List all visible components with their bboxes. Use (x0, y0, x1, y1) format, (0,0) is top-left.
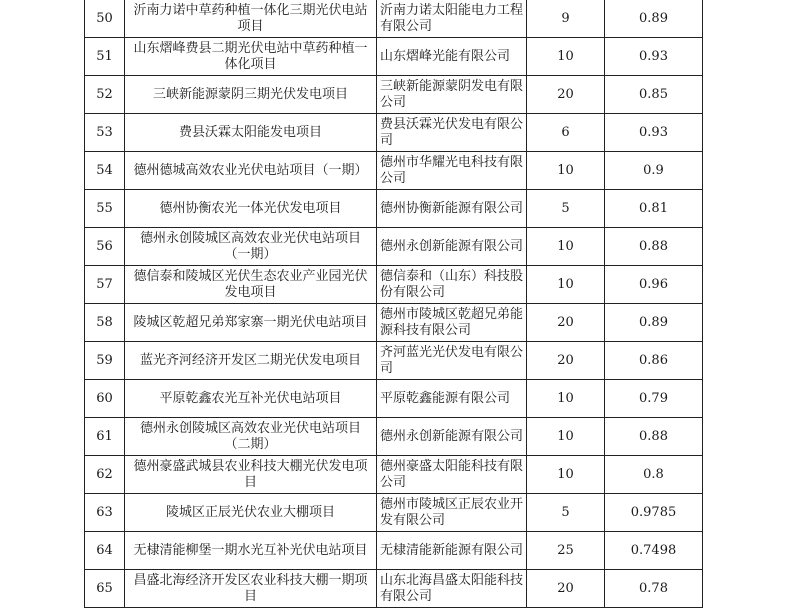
ratio-cell: 0.88 (605, 228, 703, 266)
project-name-cell: 德信泰和陵城区光伏生态农业产业园光伏发电项目 (125, 266, 377, 304)
table-row (85, 76, 703, 114)
row-number-cell: 62 (85, 456, 125, 494)
row-number-cell: 56 (85, 228, 125, 266)
ratio-cell: 0.9785 (605, 494, 703, 532)
project-name-cell: 沂南力诺中草药种植一体化三期光伏电站项目 (125, 0, 377, 38)
capacity-cell: 9 (527, 0, 605, 38)
row-number-cell: 50 (85, 0, 125, 38)
project-name-cell: 德州协衡农光一体光伏发电项目 (125, 190, 377, 228)
ratio-cell: 0.93 (605, 38, 703, 76)
row-number-cell: 51 (85, 38, 125, 76)
capacity-cell: 10 (527, 38, 605, 76)
company-name-cell: 三峡新能源蒙阴发电有限公司 (377, 76, 527, 114)
capacity-cell: 20 (527, 304, 605, 342)
capacity-cell: 10 (527, 456, 605, 494)
ratio-cell: 0.7498 (605, 532, 703, 570)
ratio-cell: 0.85 (605, 76, 703, 114)
ratio-cell: 0.81 (605, 190, 703, 228)
table-row (85, 342, 703, 380)
table-row (85, 494, 703, 532)
row-number-cell: 52 (85, 76, 125, 114)
ratio-cell: 0.78 (605, 570, 703, 608)
project-name-cell: 陵城区乾超兄弟郑家寨一期光伏电站项目 (125, 304, 377, 342)
table-row (85, 228, 703, 266)
company-name-cell: 德州市陵城区正辰农业开发有限公司 (377, 494, 527, 532)
table-row (85, 570, 703, 608)
row-number-cell: 60 (85, 380, 125, 418)
company-name-cell: 无棣清能新能源有限公司 (377, 532, 527, 570)
table-row (85, 456, 703, 494)
company-name-cell: 齐河蓝光光伏发电有限公司 (377, 342, 527, 380)
ratio-cell: 0.88 (605, 418, 703, 456)
project-name-cell: 德州永创陵城区高效农业光伏电站项目（二期） (125, 418, 377, 456)
company-name-cell: 德州协衡新能源有限公司 (377, 190, 527, 228)
capacity-cell: 5 (527, 190, 605, 228)
company-name-cell: 平原乾鑫能源有限公司 (377, 380, 527, 418)
table-row (85, 190, 703, 228)
row-number-cell: 53 (85, 114, 125, 152)
ratio-cell: 0.86 (605, 342, 703, 380)
company-name-cell: 德信泰和（山东）科技股份有限公司 (377, 266, 527, 304)
project-name-cell: 三峡新能源蒙阴三期光伏发电项目 (125, 76, 377, 114)
project-table (84, 0, 703, 608)
project-name-cell: 德州豪盛武城县农业科技大棚光伏发电项目 (125, 456, 377, 494)
table-row (85, 0, 703, 38)
project-name-cell: 平原乾鑫农光互补光伏电站项目 (125, 380, 377, 418)
capacity-cell: 10 (527, 380, 605, 418)
project-name-cell: 德州永创陵城区高效农业光伏电站项目（一期） (125, 228, 377, 266)
capacity-cell: 10 (527, 152, 605, 190)
table-row (85, 380, 703, 418)
capacity-cell: 25 (527, 532, 605, 570)
company-name-cell: 费县沃霖光伏发电有限公司 (377, 114, 527, 152)
table-row (85, 38, 703, 76)
ratio-cell: 0.8 (605, 456, 703, 494)
project-name-cell: 山东熠峰费县二期光伏电站中草药种植一体化项目 (125, 38, 377, 76)
project-name-cell: 无棣清能柳堡一期水光互补光伏电站项目 (125, 532, 377, 570)
company-name-cell: 沂南力诺太阳能电力工程有限公司 (377, 0, 527, 38)
row-number-cell: 59 (85, 342, 125, 380)
company-name-cell: 山东熠峰光能有限公司 (377, 38, 527, 76)
company-name-cell: 德州永创新能源有限公司 (377, 228, 527, 266)
company-name-cell: 德州市陵城区乾超兄弟能源科技有限公司 (377, 304, 527, 342)
ratio-cell: 0.93 (605, 114, 703, 152)
ratio-cell: 0.79 (605, 380, 703, 418)
table-row (85, 266, 703, 304)
capacity-cell: 10 (527, 228, 605, 266)
capacity-cell: 20 (527, 342, 605, 380)
table-row (85, 532, 703, 570)
ratio-cell: 0.89 (605, 0, 703, 38)
table-row (85, 152, 703, 190)
capacity-cell: 5 (527, 494, 605, 532)
capacity-cell: 6 (527, 114, 605, 152)
ratio-cell: 0.89 (605, 304, 703, 342)
table-row (85, 304, 703, 342)
table-row (85, 114, 703, 152)
ratio-cell: 0.96 (605, 266, 703, 304)
row-number-cell: 55 (85, 190, 125, 228)
table-row (85, 418, 703, 456)
company-name-cell: 德州豪盛太阳能科技有限公司 (377, 456, 527, 494)
project-name-cell: 蓝光齐河经济开发区二期光伏发电项目 (125, 342, 377, 380)
row-number-cell: 64 (85, 532, 125, 570)
row-number-cell: 58 (85, 304, 125, 342)
capacity-cell: 10 (527, 266, 605, 304)
ratio-cell: 0.9 (605, 152, 703, 190)
row-number-cell: 65 (85, 570, 125, 608)
company-name-cell: 德州永创新能源有限公司 (377, 418, 527, 456)
capacity-cell: 10 (527, 418, 605, 456)
row-number-cell: 61 (85, 418, 125, 456)
table-body (85, 0, 703, 608)
project-name-cell: 德州德城高效农业光伏电站项目（一期） (125, 152, 377, 190)
project-name-cell: 费县沃霖太阳能发电项目 (125, 114, 377, 152)
row-number-cell: 54 (85, 152, 125, 190)
company-name-cell: 德州市华耀光电科技有限公司 (377, 152, 527, 190)
capacity-cell: 20 (527, 76, 605, 114)
company-name-cell: 山东北海昌盛太阳能科技有限公司 (377, 570, 527, 608)
project-name-cell: 昌盛北海经济开发区农业科技大棚一期项目 (125, 570, 377, 608)
capacity-cell: 20 (527, 570, 605, 608)
row-number-cell: 57 (85, 266, 125, 304)
row-number-cell: 63 (85, 494, 125, 532)
project-name-cell: 陵城区正辰光伏农业大棚项目 (125, 494, 377, 532)
